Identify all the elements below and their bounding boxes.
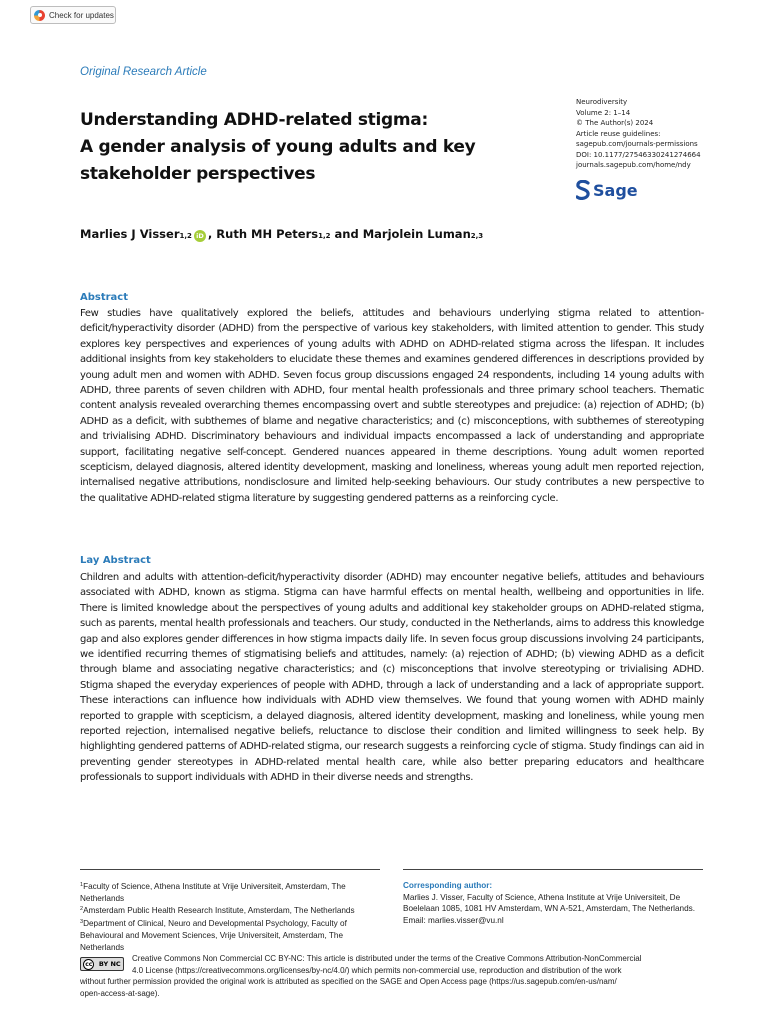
lay-abstract-text: Children and adults with attention-deficit/hyperactivity disorder (ADHD) may encounter negative beliefs, attitudes and behaviours associated with ADHD, known as stigma. Stigma can have harmful effects on mental health, wellbeing and opportunities in life. There is limited knowledge about the perspectives of young adults and additional key stakeholder groups on ADHD-related stigma, such as parents, mental health professionals and teachers. Our study, conducted in the Netherlands, aims to address this knowledge gap and also explores gender differences in how stigma impacts daily life. In seven focus group discussions involving 24 participants, we identified recurring themes of stigmatising beliefs and attitudes, namely: (a) rejection of ADHD; (b) viewing ADHD as a deficit through blame and associating negative characteristics; and (c) misconceptions that involve stereotyping or trivialising ADHD. Stigma shaped the everyday experiences of people with ADHD, through a lack of understanding and a lack of appropriate support. These interactions can influence how individuals with ADHD view themselves. We found that young women with ADHD mainly reported to grapple with scepticism, a delayed diagnosis, altered identity development, masking and loneliness, while young men reported rejection, internalised negative beliefs, reluctance to disclose their condition and limited willingness to seek help. By highlighting gendered patterns of ADHD-related stigma, our research suggests a reinforcing cycle of stigma. Study findings can aid in preventing gender stereotypes in ADHD-related mental health care, while also better preparing educators and healthcare professionals to support individuals with ADHD in their diverse needs and strengths.	[80, 572, 704, 784]
title-line: stakeholder perspectives	[80, 164, 316, 184]
journal-meta	[576, 97, 746, 171]
license-line: without further permission provided the original work is attributed as specified on the SAGE and Open Access page (https://us.sagepub.com/en-us/nam/	[80, 977, 617, 986]
abstract-heading: Abstract	[80, 292, 129, 303]
affiliation-item	[80, 904, 385, 917]
affiliation-item	[80, 880, 385, 904]
journal-name: Neurodiversity	[576, 98, 628, 106]
reuse-guidelines-label: Article reuse guidelines:	[576, 129, 661, 138]
journal-home-link[interactable]: journals.sagepub.com/home/ndy	[576, 161, 691, 169]
footnote-divider	[80, 869, 380, 870]
doi-link[interactable]: DOI: 10.1177/27546330241274664	[576, 150, 701, 159]
corresponding-address: Marlies J. Visser, Faculty of Science, Athena Institute at Vrije Universiteit, De Boelelaan 1085, 1081 HV Amsterdam, WN A-521, Amsterdam, The Netherlands.	[403, 892, 696, 914]
article-type: Original Research Article	[80, 66, 207, 78]
corresponding-author	[403, 880, 708, 927]
sage-logo	[576, 180, 638, 200]
author-name: , Ruth MH Peters	[207, 227, 319, 241]
cc-icon: cc	[85, 960, 93, 968]
license-text	[80, 953, 704, 999]
corresponding-heading: Corresponding author:	[403, 881, 493, 890]
affiliation-sup: 1,2	[318, 232, 331, 240]
affiliations	[80, 880, 385, 953]
orcid-icon[interactable]: iD	[194, 230, 206, 242]
affiliation-number: 2	[80, 906, 84, 913]
lay-abstract-heading: Lay Abstract	[80, 555, 151, 566]
cc-badge-label: BY NC	[98, 960, 121, 968]
affiliation-number: 1	[80, 882, 84, 888]
affiliation-number: 3	[80, 919, 84, 926]
license-line: open-access-at-sage).	[80, 988, 160, 998]
affiliation-text: Faculty of Science, Athena Institute at Vrije Universiteit, Amsterdam, The Netherlands	[80, 882, 346, 903]
permissions-link[interactable]: sagepub.com/journals-permissions	[576, 140, 698, 148]
affiliation-sup: 2,3	[470, 232, 484, 240]
journal-volume: Volume 2: 1–14	[576, 108, 631, 117]
license-line: Creative Commons Non Commercial CC BY-NC: This article is distributed under the terms of the Creative Commons Attribution-NonCommercial	[132, 954, 642, 963]
author-list	[80, 227, 483, 242]
publisher-name: Sage	[593, 180, 638, 200]
title-line: A gender analysis of young adults and key	[80, 137, 476, 157]
crossmark-icon	[34, 10, 45, 21]
affiliation-text: Amsterdam Public Health Research Institute, Amsterdam, The Netherlands	[83, 906, 355, 916]
check-for-updates-button[interactable]	[30, 6, 116, 24]
corresponding-email[interactable]: Email: marlies.visser@vu.nl	[403, 916, 504, 926]
journal-copyright: © The Author(s) 2024	[576, 119, 654, 127]
title-line: Understanding ADHD-related stigma:	[80, 110, 428, 130]
footnote-divider	[403, 869, 703, 870]
affiliation-text: Department of Clinical, Neuro and Developmental Psychology, Faculty of Behavioural and Movement Sciences, Vrije Universiteit, Amsterdam, The Netherlands	[80, 919, 347, 952]
author-name: and Marjolein Luman	[330, 227, 471, 241]
license-line: 4.0 License (https://creativecommons.org/licenses/by-nc/4.0/) which permits non-commercial use, reproduction and distribution of the work	[132, 965, 622, 975]
affiliation-item	[80, 917, 385, 953]
check-for-updates-label: Check for updates	[49, 10, 114, 20]
sage-s-icon	[576, 180, 590, 200]
affiliation-sup: 1,2	[179, 232, 192, 240]
abstract-text: Few studies have qualitatively explored the beliefs, attitudes and behaviours underlying stigma related to attention-deficit/hyperactivity disorder (ADHD) from the perspective of various key stakeholders, with limited attention to gender. This study explores key perspectives and experiences of young adults with ADHD on ADHD-related stigma across the lifespan. It includes additional insights from key stakeholders to elucidate these themes and examines gendered differences in descriptions provided by young adult men and women with ADHD. Seven focus group discussions engaged 24 respondents, including 14 young adults with ADHD, three parents of seven children with ADHD, four mental health professionals and three primary school teachers. Thematic content analysis revealed overarching themes encompassing overt and subtle stereotypes and prejudice: (a) rejection of ADHD; (b) ADHD as a deficit, with subthemes of blame and negative characteristics; and (c) misconceptions, with subthemes of stereotyping and trivialising ADHD. Discriminatory behaviours and individual impacts encompassed a lack of understanding and appropriate support, facilitating negative self-concept. Gendered nuances appeared in theme descriptions. Young adult women reported scepticism, delayed diagnosis, altered identity development, masking and loneliness, whereas young adult men reported rejection, internalised negative attributions, nondisclosure and limited help-seeking behaviours. Our study contributes a new perspective to the qualitative ADHD-related stigma literature by suggesting gendered patterns as a reinforcing cycle.	[80, 308, 704, 504]
author-name: Marlies J Visser	[80, 227, 180, 241]
article-title	[80, 107, 540, 188]
